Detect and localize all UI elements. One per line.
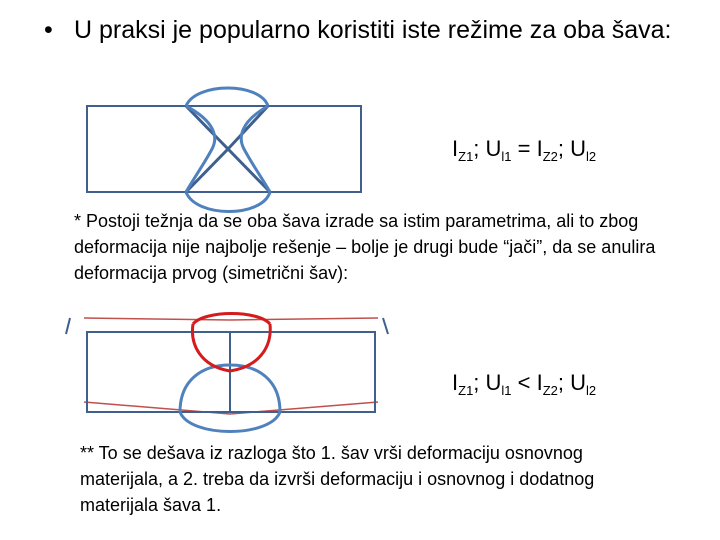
deformation-line-top-right bbox=[230, 318, 378, 320]
formula-sub-z1: Z1 bbox=[458, 149, 474, 164]
formula-sep: ; U bbox=[473, 370, 502, 395]
formula-sub-l1: l1 bbox=[501, 383, 512, 398]
weld-bead-bottom-cap-2 bbox=[180, 412, 280, 432]
formula-equal bbox=[452, 136, 596, 164]
plate-outline-1 bbox=[87, 106, 361, 192]
formula-current-symbol: I bbox=[452, 370, 459, 395]
formula-sub-l2: l2 bbox=[586, 383, 597, 398]
note-1: * Postoji težnja da se oba šava izrade sa istim parametrima, ali to zbog deformacija nije najbolje rešenje – bolje je drugi bude “jači”, da se anulira deformacija prvog (simetrični šav): bbox=[74, 211, 656, 283]
diagram-equal-beads bbox=[87, 88, 361, 212]
formula-sub-z2: Z2 bbox=[542, 383, 558, 398]
formula-less-than bbox=[452, 370, 596, 398]
deformation-line-top-left bbox=[84, 318, 230, 320]
formula-operator: < I bbox=[511, 370, 543, 395]
formula-sub-z2: Z2 bbox=[542, 149, 558, 164]
heading-text: U praksi je popularno koristiti iste režime za oba šava: bbox=[74, 16, 672, 44]
weld-bead-top-1 bbox=[186, 88, 268, 106]
second-weld-bead-cap bbox=[193, 314, 270, 325]
formula-sep: ; U bbox=[557, 370, 587, 395]
formula-sep: ; U bbox=[557, 136, 587, 161]
formula-sub-l1: l1 bbox=[501, 149, 512, 164]
deformation-tick-left bbox=[66, 318, 70, 334]
bullet-icon: • bbox=[44, 16, 53, 44]
formula-sub-l2: l2 bbox=[586, 149, 597, 164]
formula-current-symbol: I bbox=[452, 136, 459, 161]
formula-sub-z1: Z1 bbox=[458, 383, 474, 398]
deformation-tick-right bbox=[383, 318, 388, 334]
formula-operator: = I bbox=[511, 136, 543, 161]
diagram-stronger-second-bead bbox=[66, 314, 388, 432]
note-2: ** To se dešava iz razloga što 1. šav vrši deformaciju osnovnog materijala, a 2. treba da izvrši deformaciju i osnovnog i dodatnog materijala šava 1. bbox=[80, 443, 595, 515]
formula-sep: ; U bbox=[473, 136, 502, 161]
